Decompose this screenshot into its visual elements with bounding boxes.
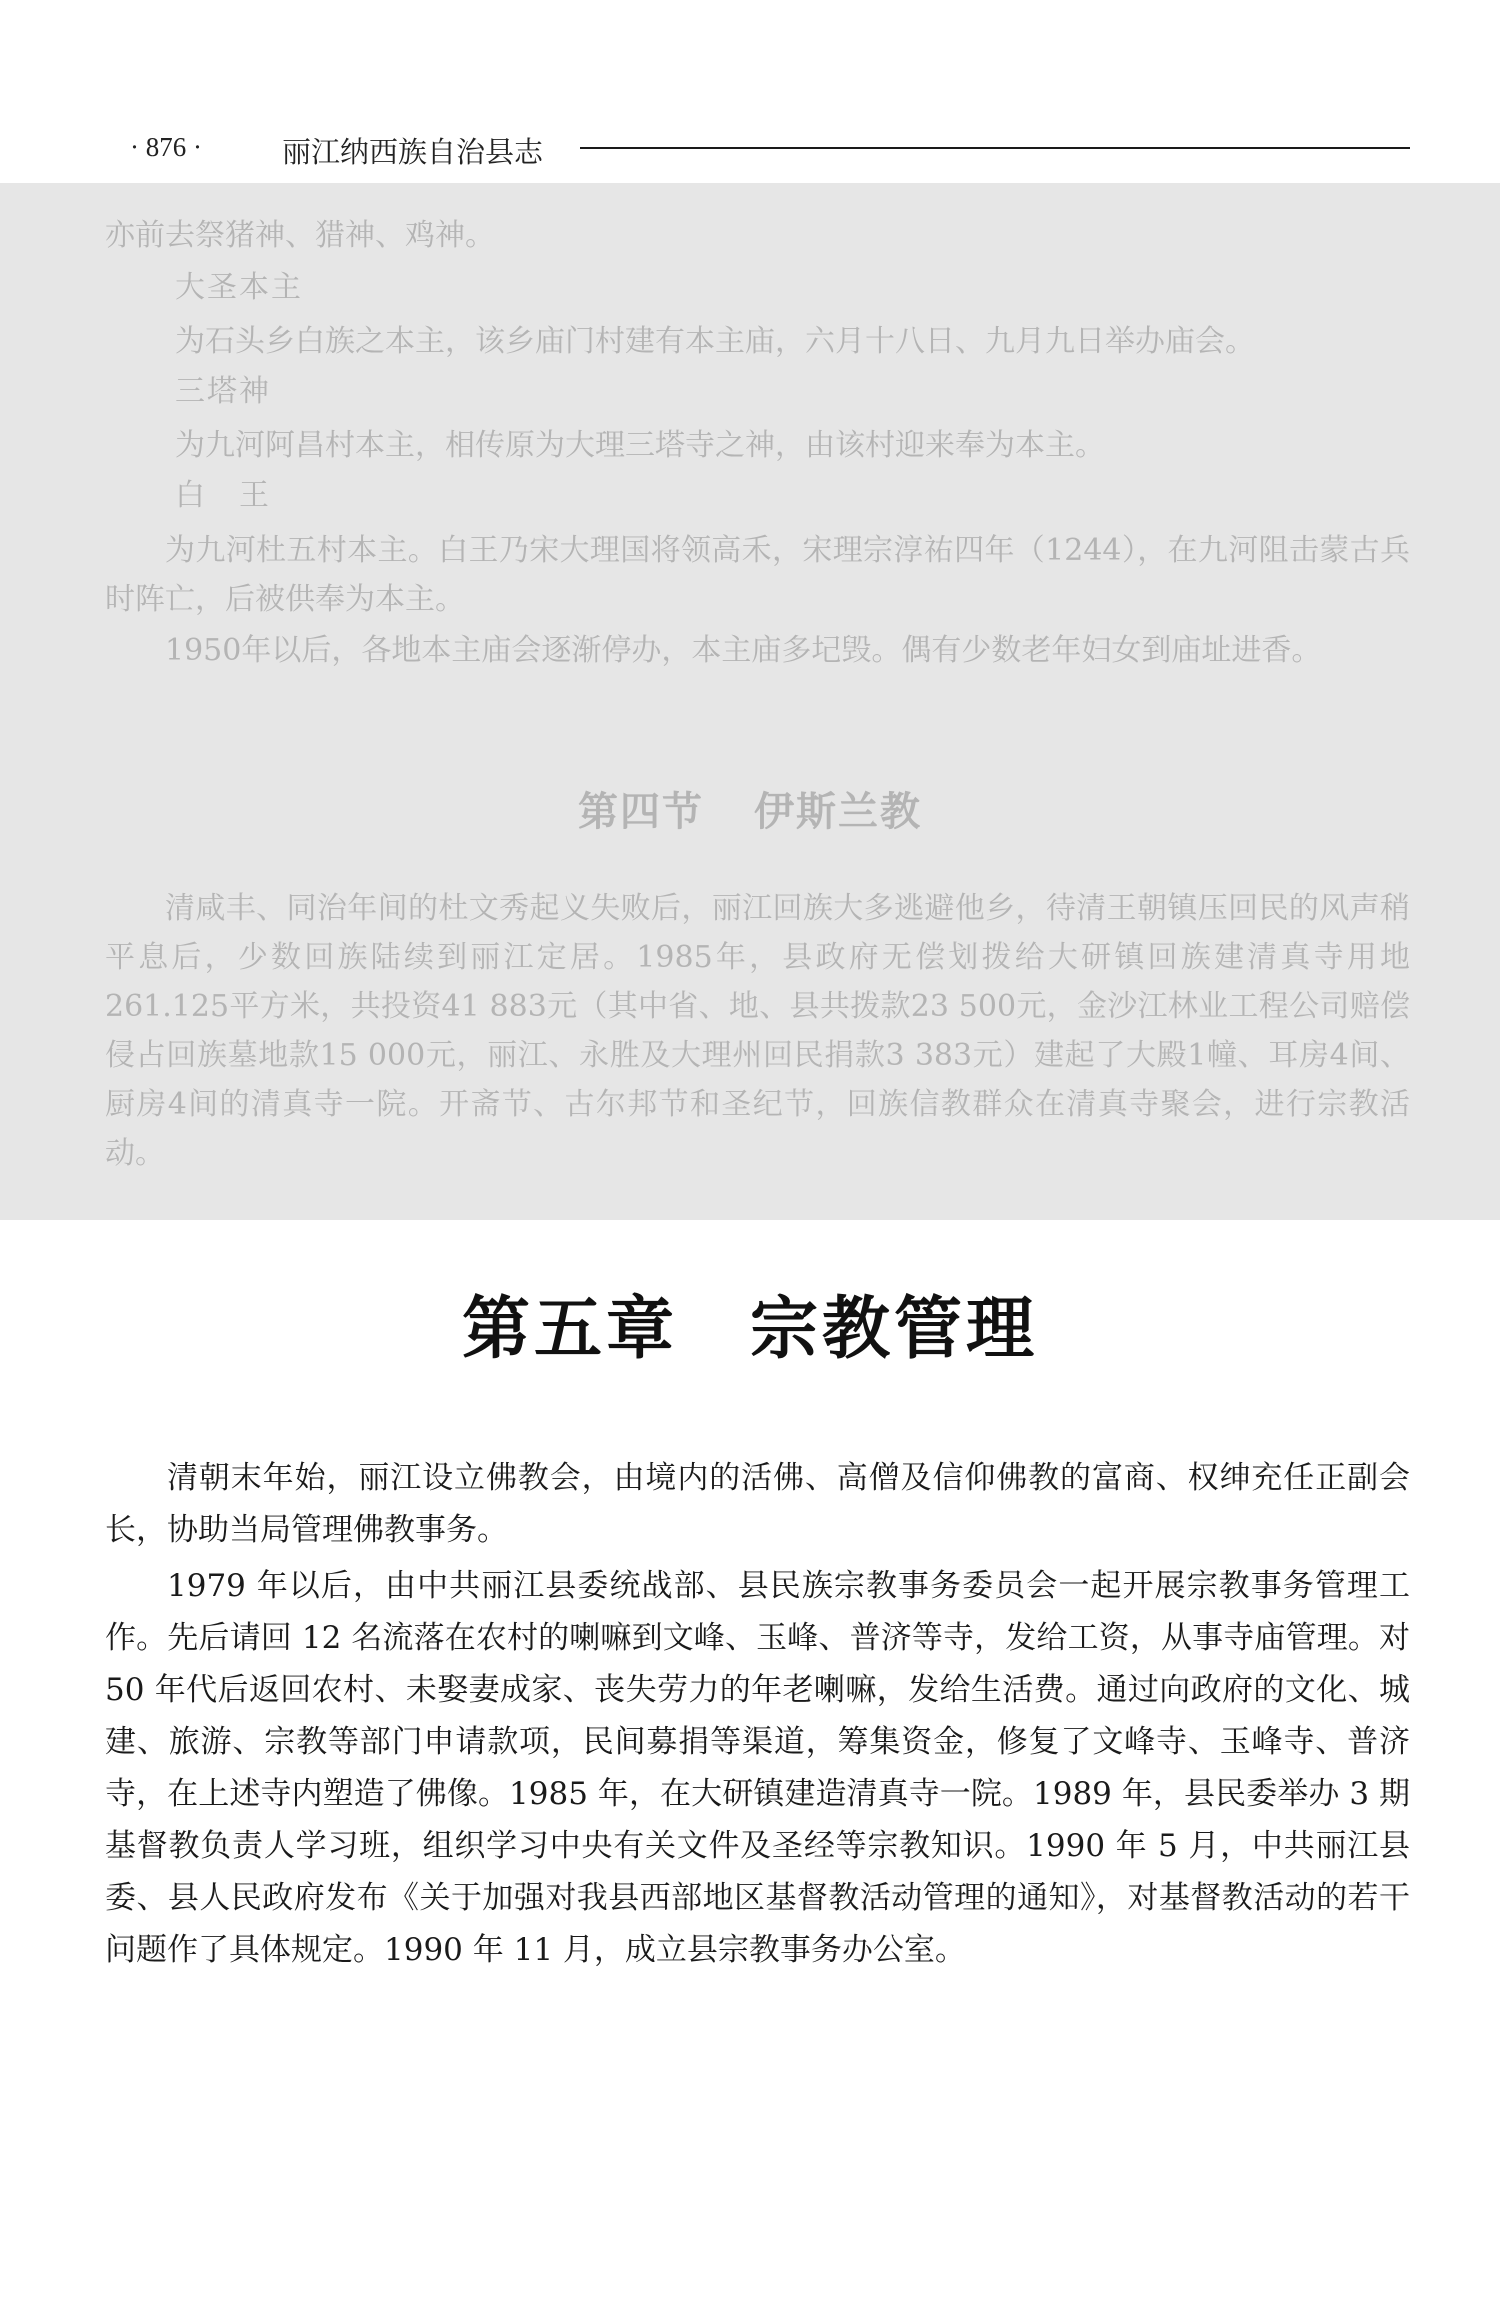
entry-title: 大圣本主: [175, 270, 303, 305]
entry-title: 三塔神: [175, 374, 271, 409]
entry-text: 为石头乡白族之本主，该乡庙门村建有本主庙，六月十八日、九月九日举办庙会。: [175, 324, 1255, 359]
section-paragraph: 清咸丰、同治年间的杜文秀起义失败后，丽江回族大多逃避他乡，待清王朝镇压回民的风声稍平息后，少数回族陆续到丽江定居。1985年，县政府无偿划拨给大研镇回族建清真寺用地261.125平方米，共投资41 883元（其中省、地、县共拨款23 500元，金沙江林业工程公司赔偿侵占回族墓地款15 000元，丽江、永胜及大理州回民捐款3 383元）建起了大殿1幢、耳房4间、厨房4间的清真寺一院。开斋节、古尔邦节和圣纪节，回族信教群众在清真寺聚会，进行宗教活动。: [105, 891, 1410, 1171]
section-name: 伊斯兰教: [754, 788, 922, 835]
section-title: [0, 780, 1500, 837]
chapter-number: 第五章: [461, 1289, 678, 1369]
entry-title: 白 王: [175, 478, 271, 513]
chapter-name: 宗教管理: [750, 1289, 1039, 1369]
chapter-title: [0, 1275, 1500, 1372]
faded-first-line: 亦前去祭猪神、猎神、鸡神。: [105, 218, 495, 253]
page-number: · 876 ·: [130, 132, 202, 162]
chapter-paragraph: 1979 年以后，由中共丽江县委统战部、县民族宗教事务委员会一起开展宗教事务管理工作。先后请回 12 名流落在农村的喇嘛到文峰、玉峰、普济等寺，发给工资，从事寺庙管理。对 50 年代后返回农村、未娶妻成家、丧失劳力的年老喇嘛，发给生活费。通过向政府的文化、城建、旅游、宗教等部门申请款项，民间募捐等渠道，筹集资金，修复了文峰寺、玉峰寺、普济寺，在上述寺内塑造了佛像。1985 年，在大研镇建造清真寺一院。1989 年，县民委举办 3 期基督教负责人学习班，组织学习中央有关文件及圣经等宗教知识。1990 年 5 月，中共丽江县委、县人民政府发布《关于加强对我县西部地区基督教活动管理的通知》，对基督教活动的若干问题作了具体规定。1990 年 11 月，成立县宗教事务办公室。: [105, 1568, 1410, 1968]
closing-paragraph: 1950年以后，各地本主庙会逐渐停办，本主庙多圮毁。偶有少数老年妇女到庙址进香。: [165, 633, 1322, 668]
chapter-paragraph: 清朝末年始，丽江设立佛教会，由境内的活佛、高僧及信仰佛教的富商、权绅充任正副会长，协助当局管理佛教事务。: [105, 1460, 1410, 1548]
entry-text: 为九河阿昌村本主，相传原为大理三塔寺之神，由该村迎来奉为本主。: [175, 428, 1105, 463]
page-header: [0, 0, 1500, 180]
header-rule: [580, 147, 1410, 149]
section-number: 第四节: [578, 788, 704, 835]
entry-text: 为九河杜五村本主。白王乃宋大理国将领高禾，宋理宗淳祐四年（1244），在九河阻击蒙古兵时阵亡，后被供奉为本主。: [105, 533, 1410, 617]
book-title: 丽江纳西族自治县志: [282, 135, 544, 169]
